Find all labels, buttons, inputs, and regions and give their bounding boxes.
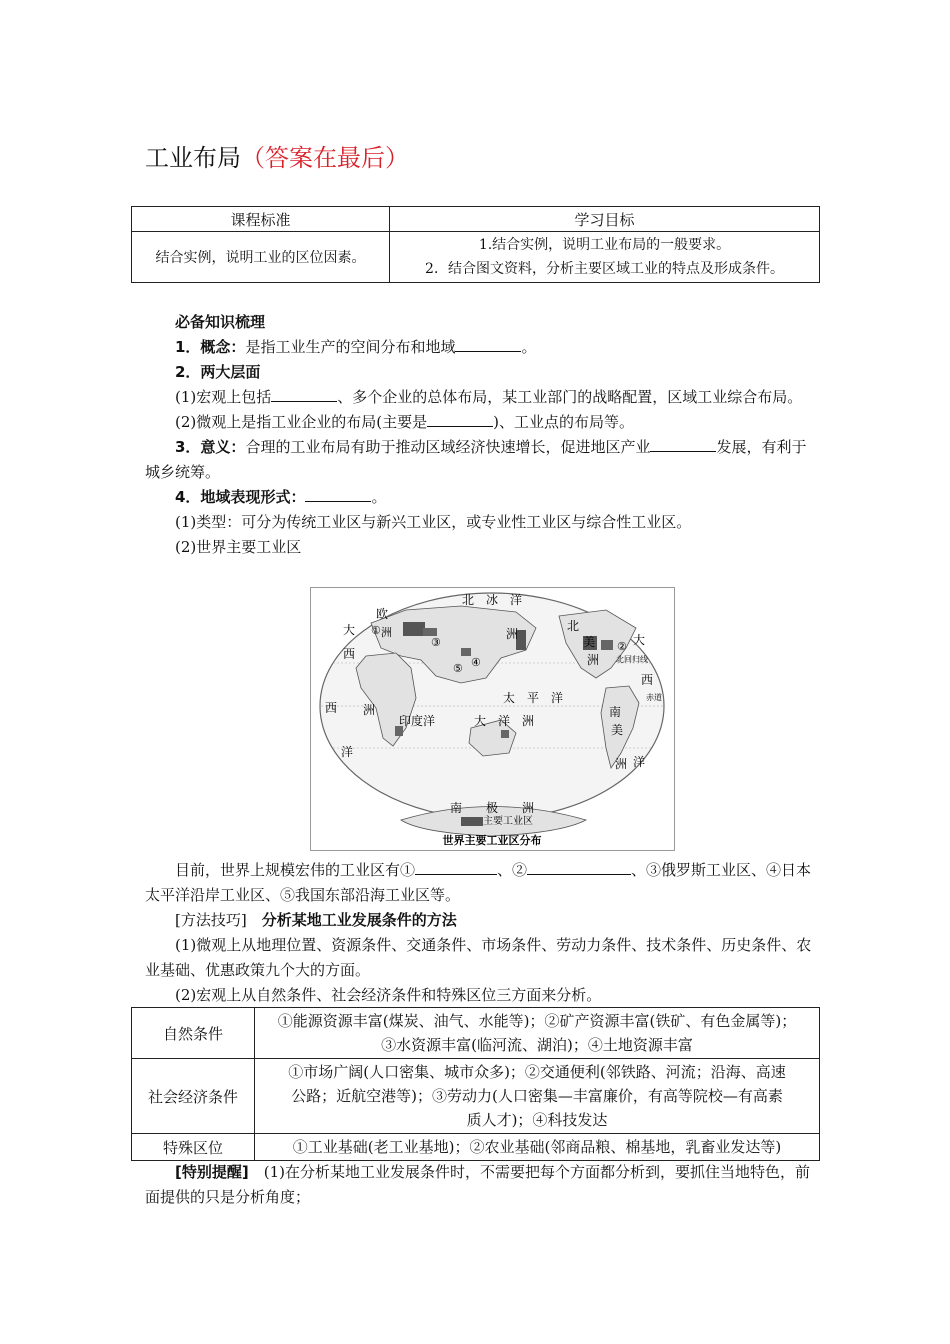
map-label-antarctica: 南 极 洲 bbox=[449, 801, 535, 815]
map-legend-label: 主要工业区 bbox=[483, 816, 533, 827]
cond-label-socioeconomic: 社会经济条件 bbox=[132, 1059, 255, 1134]
map-label-atl-e1: 大 bbox=[633, 633, 646, 647]
method-title: 分析某地工业发展条件的方法 bbox=[261, 911, 457, 929]
macro-text-a: (1)宏观上包括 bbox=[175, 388, 272, 406]
regions-text-c: 、③俄罗斯工业区、④日本太平洋沿岸工业区、⑤我国东部沿海工业区等。 bbox=[145, 861, 812, 904]
goal-2: 2．结合图文资料，分析主要区域工业的特点及形成条件。 bbox=[425, 261, 784, 277]
cond-content-special bbox=[255, 1134, 820, 1161]
map-label-sa1: 南 bbox=[609, 705, 622, 719]
regions-text-b: 、② bbox=[497, 861, 528, 879]
page-title bbox=[145, 138, 409, 173]
types-line: (1)类型：可分为传统工业区与新兴工业区，或专业性工业区与综合性工业区。 bbox=[175, 513, 692, 531]
standards-left-cell: 结合实例，说明工业的区位因素。 bbox=[132, 232, 390, 283]
map-label-atl-e2: 西 bbox=[641, 673, 654, 687]
answer-blank bbox=[415, 860, 497, 875]
answer-blank bbox=[650, 437, 716, 452]
standards-header-right: 学习目标 bbox=[390, 207, 820, 232]
significance-line bbox=[145, 435, 820, 485]
form-label: 4．地域表现形式： bbox=[175, 488, 306, 506]
standards-header-left: 课程标准 bbox=[132, 207, 390, 232]
cond-line: 公路；近航空港等)；③劳动力(人口密集—丰富廉价，有高等院校—有高素 bbox=[291, 1087, 783, 1105]
significance-text-b: 发展，有利于城乡统筹。 bbox=[145, 438, 807, 481]
method-tag: [方法技巧] bbox=[175, 911, 247, 929]
world-regions-line: (2)世界主要工业区 bbox=[175, 538, 302, 556]
map-label-atl-w1: 大 bbox=[343, 623, 356, 637]
cond-line: ③水资源丰富(临河流、湖泊)；④土地资源丰富 bbox=[381, 1036, 693, 1054]
world-industry-map bbox=[310, 587, 675, 851]
map-label-tropic: 北回归线 bbox=[616, 655, 648, 664]
map-marker-1: ① bbox=[371, 624, 381, 637]
map-label-europe-2: 洲 bbox=[381, 626, 392, 639]
cond-content-natural bbox=[255, 1008, 820, 1059]
map-graphic bbox=[311, 588, 674, 850]
map-label-west: 西 bbox=[325, 701, 338, 715]
reminder-tag: [特别提醒] bbox=[175, 1163, 249, 1181]
concept-text: 是指工业生产的空间分布和地域 bbox=[245, 338, 456, 356]
goal-1: 1.结合实例，说明工业布局的一般要求。 bbox=[478, 237, 731, 253]
map-label-equator: 赤道 bbox=[646, 693, 662, 702]
regions-text-a: 目前，世界上规模宏伟的工业区有① bbox=[175, 861, 416, 879]
map-label-na1: 北 bbox=[567, 619, 580, 633]
map-label-pacific: 太 平 洋 bbox=[503, 691, 564, 705]
knowledge-heading: 必备知识梳理 bbox=[175, 313, 266, 331]
micro-text-a: (2)微观上是指工业企业的布局(主要是 bbox=[175, 413, 428, 431]
method-p1: (1)微观上从地理位置、资源条件、交通条件、市场条件、劳动力条件、技术条件、历史条件、农业基础、优惠政策九个大的方面。 bbox=[145, 936, 812, 979]
cond-label-special: 特殊区位 bbox=[132, 1134, 255, 1161]
map-marker-4: ④ bbox=[471, 656, 481, 669]
answer-blank bbox=[427, 412, 493, 427]
cond-line: ①市场广阔(人口密集、城市众多)；②交通便利(邻铁路、河流；沿海、高速 bbox=[288, 1063, 786, 1081]
cond-content-socioeconomic bbox=[255, 1059, 820, 1134]
form-line bbox=[145, 485, 820, 510]
map-caption: 世界主要工业区分布 bbox=[442, 834, 542, 847]
map-label-atl-e3: 洋 bbox=[633, 755, 646, 769]
map-label-europe: 欧 bbox=[376, 607, 389, 621]
answer-blank bbox=[305, 487, 371, 502]
micro-line bbox=[145, 410, 820, 435]
cond-line: ①工业基础(老工业基地)；②农业基础(邻商品粮、棉基地，乳畜业发达等) bbox=[292, 1138, 782, 1156]
map-marker-2: ② bbox=[617, 640, 627, 653]
method-heading bbox=[145, 908, 820, 933]
form-end: 。 bbox=[371, 488, 387, 506]
regions-paragraph bbox=[145, 858, 820, 908]
map-label-indian-ocean: 印度洋 bbox=[399, 714, 436, 728]
answer-blank bbox=[527, 860, 631, 875]
map-label-africa: 洲 bbox=[363, 703, 376, 717]
cond-label-natural: 自然条件 bbox=[132, 1008, 255, 1059]
standards-table bbox=[131, 206, 820, 283]
map-marker-5: ⑤ bbox=[453, 662, 463, 675]
standards-goals-cell bbox=[390, 232, 820, 283]
map-label-na3: 洲 bbox=[587, 653, 600, 667]
method-p2: (2)宏观上从自然条件、社会经济条件和特殊区位三方面来分析。 bbox=[175, 986, 602, 1004]
reminder-section bbox=[145, 1160, 820, 1210]
answer-blank bbox=[455, 337, 521, 352]
cond-line: ①能源资源丰富(煤炭、油气、水能等)；②矿产资源丰富(铁矿、有色金属等)； bbox=[277, 1012, 797, 1030]
concept-end: 。 bbox=[521, 338, 537, 356]
significance-text-a: 合理的工业布局有助于推动区域经济快速增长，促进地区产业 bbox=[245, 438, 651, 456]
map-label-sa3: 洲 bbox=[615, 757, 628, 771]
cond-line: 质人才)；④科技发达 bbox=[466, 1111, 608, 1129]
answer-blank bbox=[271, 387, 337, 402]
significance-label: 3．意义： bbox=[175, 438, 246, 456]
map-marker-3: ③ bbox=[431, 636, 441, 649]
concept-line bbox=[145, 335, 820, 360]
map-label-atl-w2: 西 bbox=[343, 647, 356, 661]
macro-line bbox=[145, 385, 820, 410]
map-label-sa2: 美 bbox=[611, 723, 624, 737]
reminder-text: (1)在分析某地工业发展条件时，不需要把每个方面都分析到，要抓住当地特色，前面提供的只是分析角度； bbox=[145, 1163, 810, 1206]
micro-text-b: )、工业点的布局等。 bbox=[493, 413, 634, 431]
map-label-atl-w3: 洋 bbox=[341, 745, 354, 759]
levels-heading: 2．两大层面 bbox=[175, 363, 261, 381]
map-label-asia: 洲 bbox=[506, 627, 519, 641]
concept-label: 1．概念： bbox=[175, 338, 246, 356]
conditions-table bbox=[131, 1007, 820, 1161]
map-label-arctic: 北 冰 洋 bbox=[461, 593, 523, 607]
knowledge-section bbox=[145, 310, 820, 560]
title-main: 工业布局 bbox=[145, 144, 241, 172]
title-note: （答案在最后） bbox=[241, 144, 409, 172]
reminder-paragraph bbox=[145, 1160, 820, 1210]
regions-section bbox=[145, 858, 820, 1008]
macro-text-b: 、多个企业的总体布局，某工业部门的战略配置，区域工业综合布局。 bbox=[337, 388, 803, 406]
map-label-na2: 美 bbox=[583, 635, 596, 649]
map-label-oceania: 大 洋 洲 bbox=[474, 714, 535, 728]
